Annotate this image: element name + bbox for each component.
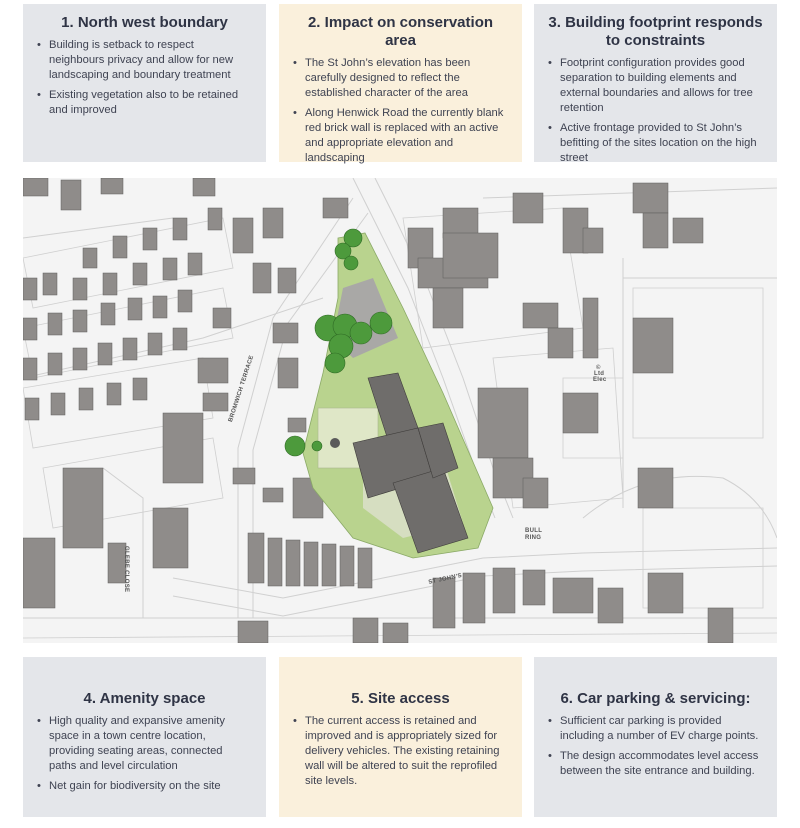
bullet-item: • Net gain for biodiversity on the site: [37, 779, 252, 794]
map-annotation: ©: [596, 365, 601, 371]
bullet-item: • Active frontage provided to St John’s befitting of the sites location on the high street: [548, 121, 763, 166]
card-site-access: [279, 657, 522, 817]
bullet-list: [293, 714, 508, 789]
street-label-st-johns: ST JOHN'S: [428, 572, 463, 586]
card-amenity-space: [23, 657, 266, 817]
bullet-list: [37, 38, 252, 118]
card-title: 5. Site access: [351, 690, 450, 707]
bullet-list: [548, 56, 763, 166]
bullet-item: • Sufficient car parking is provided including a number of EV charge points.: [548, 714, 763, 744]
site-plan-drawing: [23, 178, 777, 643]
bullet-list: [37, 714, 252, 794]
bullet-item: • Building is setback to respect neighbours privacy and allow for new landscaping and boundary treatment: [37, 38, 252, 83]
card-building-footprint: [534, 4, 777, 162]
card-title: 2. Impact on conservation area: [307, 14, 494, 49]
bullet-item: • Along Henwick Road the currently blank red brick wall is replaced with an active and appropriate elevation and landscaping: [293, 106, 508, 166]
bullet-item: • The St John’s elevation has been carefully designed to reflect the established character of the area: [293, 56, 508, 101]
bullet-item: • The current access is retained and improved and is appropriately sized for delivery vehicles. The existing retaining wall will be altered to suit the reprofiled site levels.: [293, 714, 508, 789]
card-title: 4. Amenity space: [83, 690, 206, 707]
card-car-parking: [534, 657, 777, 817]
bullet-item: • High quality and expansive amenity space in a town centre location, providing seating areas, connected paths and level circulation: [37, 714, 252, 774]
card-title: 6. Car parking & servicing:: [560, 690, 751, 707]
bullet-list: [548, 714, 763, 779]
street-label-bull: BULL: [525, 528, 543, 534]
map-annotation: Ltd: [594, 371, 605, 377]
map-annotation: Elec: [593, 377, 607, 383]
street-label-bromwich-terrace: BROMWICH TERRACE: [228, 354, 256, 423]
bullet-item: • The design accommodates level access between the site entrance and building.: [548, 749, 763, 779]
bullet-item: • Footprint configuration provides good separation to building elements and external boundaries and allows for tree retention: [548, 56, 763, 116]
bullet-list: [293, 56, 508, 166]
card-conservation-area: [279, 4, 522, 162]
card-title: 3. Building footprint responds to constraints: [548, 14, 763, 49]
street-label-ring: RING: [525, 535, 542, 541]
street-label-glebe-close: GLEBE CLOSE: [123, 546, 129, 593]
bullet-item: • Existing vegetation also to be retained and improved: [37, 88, 252, 118]
card-title: 1. North west boundary: [61, 14, 228, 31]
site-plan-map: [23, 178, 777, 643]
card-north-west-boundary: [23, 4, 266, 162]
